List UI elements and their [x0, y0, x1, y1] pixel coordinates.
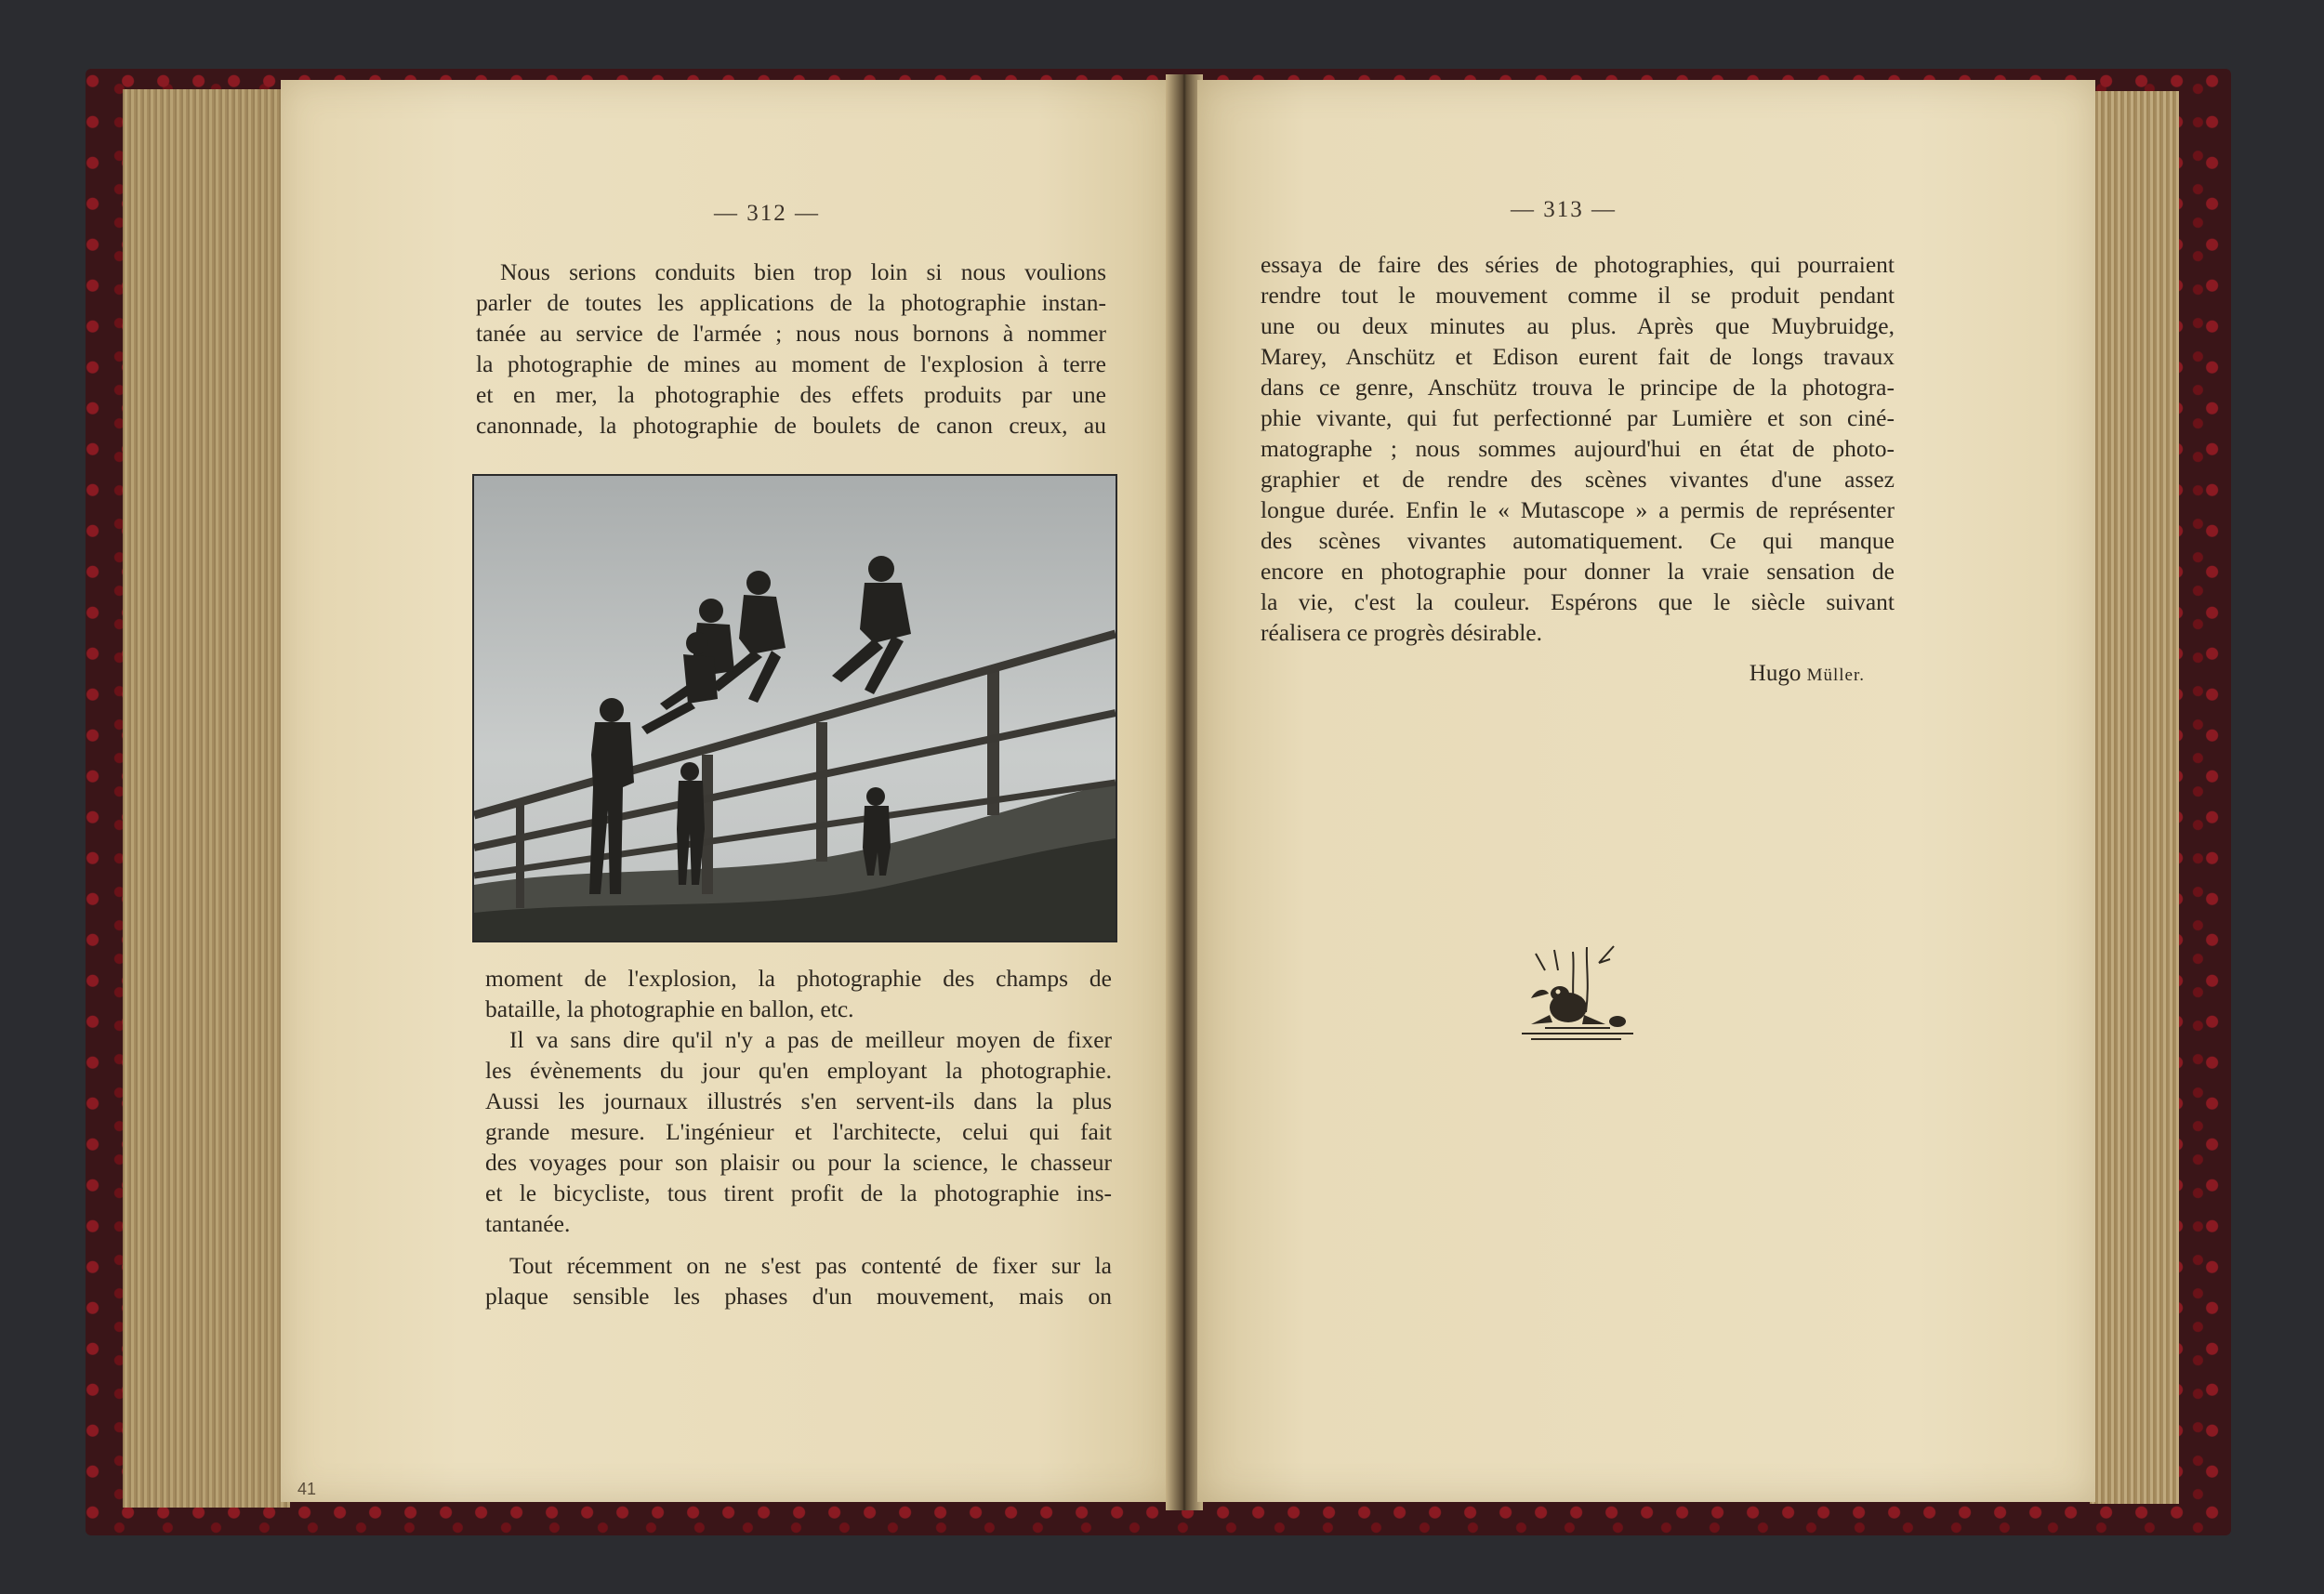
photograph-soldiers-jumping-fence [472, 474, 1117, 942]
photograph-illustration [474, 476, 1116, 941]
text-line: longue durée. Enfin le « Mutascope » a permis de représenter [1261, 496, 1895, 523]
page-number-right: — 313 — [1511, 197, 1617, 222]
text-line: la photographie de mines au moment de l'explosion à terre [476, 350, 1106, 377]
text-line: grande mesure. L'ingénieur et l'architecte, celui qui fait [485, 1118, 1112, 1145]
text-line: phie vivante, qui fut perfectionné par Lumière et son ciné- [1261, 404, 1895, 431]
text-line: encore en photographie pour donner la vraie sensation de [1261, 558, 1895, 585]
text-line: matographe ; nous sommes aujourd'hui en état de photo- [1261, 435, 1895, 462]
text-line: Marey, Anschütz et Edison eurent fait de longs travaux [1261, 343, 1895, 370]
left-paragraph-3 [485, 1250, 1112, 1311]
left-paragraph-1 [476, 257, 1106, 441]
text-line: parler de toutes les applications de la photographie instan- [476, 289, 1106, 316]
margin-note: 41 [297, 1480, 317, 1498]
text-line: Aussi les journaux illustrés s'en servent-ils dans la plus [485, 1087, 1112, 1114]
text-line: canonnade, la photographie de boulets de canon creux, au [476, 412, 1106, 439]
text-line: et en mer, la photographie des effets produits par une [476, 381, 1106, 408]
text-line: réalisera ce progrès désirable. [1261, 619, 1542, 646]
text-line: dans ce genre, Anschütz trouva le principe de la photogra- [1261, 374, 1895, 401]
signature-first-name: Hugo [1749, 661, 1802, 686]
text-line: bataille, la photographie en ballon, etc. [485, 995, 854, 1022]
frog-vignette-ornament [1517, 942, 1638, 1045]
text-line: graphier et de rendre des scènes vivantes d'une assez [1261, 466, 1895, 493]
text-line: une ou deux minutes au plus. Après que Muybruidge, [1261, 312, 1895, 339]
signature-last-name: Müller. [1806, 665, 1865, 685]
text-line: essaya de faire des séries de photographies, qui pourraient [1261, 251, 1895, 278]
text-line: les évènements du jour qu'en employant la photographie. [485, 1057, 1112, 1084]
text-line: tantanée. [485, 1210, 571, 1237]
text-line: Nous serions conduits bien trop loin si nous voulions [500, 258, 1106, 285]
page-edges-left [123, 89, 290, 1508]
frog-icon [1517, 942, 1638, 1045]
text-line: des voyages pour son plaisir ou pour la science, le chasseur [485, 1149, 1112, 1176]
text-line: et le bicycliste, tous tirent profit de la photographie ins- [485, 1179, 1112, 1206]
left-paragraph-1-continued [485, 963, 1112, 1024]
text-line: tanée au service de l'armée ; nous nous bornons à nommer [476, 320, 1106, 347]
text-line: des scènes vivantes automatiquement. Ce qui manque [1261, 527, 1895, 554]
text-line: rendre tout le mouvement comme il se produit pendant [1261, 282, 1895, 309]
left-paragraph-2 [485, 1024, 1112, 1239]
text-line: Tout récemment on ne s'est pas contenté de fixer sur la [509, 1252, 1112, 1279]
right-paragraph-1 [1261, 249, 1895, 648]
text-line: la vie, c'est la couleur. Espérons que le siècle suivant [1261, 588, 1895, 615]
text-line: Il va sans dire qu'il n'y a pas de meilleur moyen de fixer [509, 1026, 1112, 1053]
text-line: plaque sensible les phases d'un mouvement, mais on [485, 1283, 1112, 1310]
text-line: moment de l'explosion, la photographie des champs de [485, 965, 1112, 992]
page-number-left: — 312 — [714, 201, 820, 226]
page-edges-right [2090, 91, 2179, 1504]
author-signature [1707, 661, 1865, 687]
